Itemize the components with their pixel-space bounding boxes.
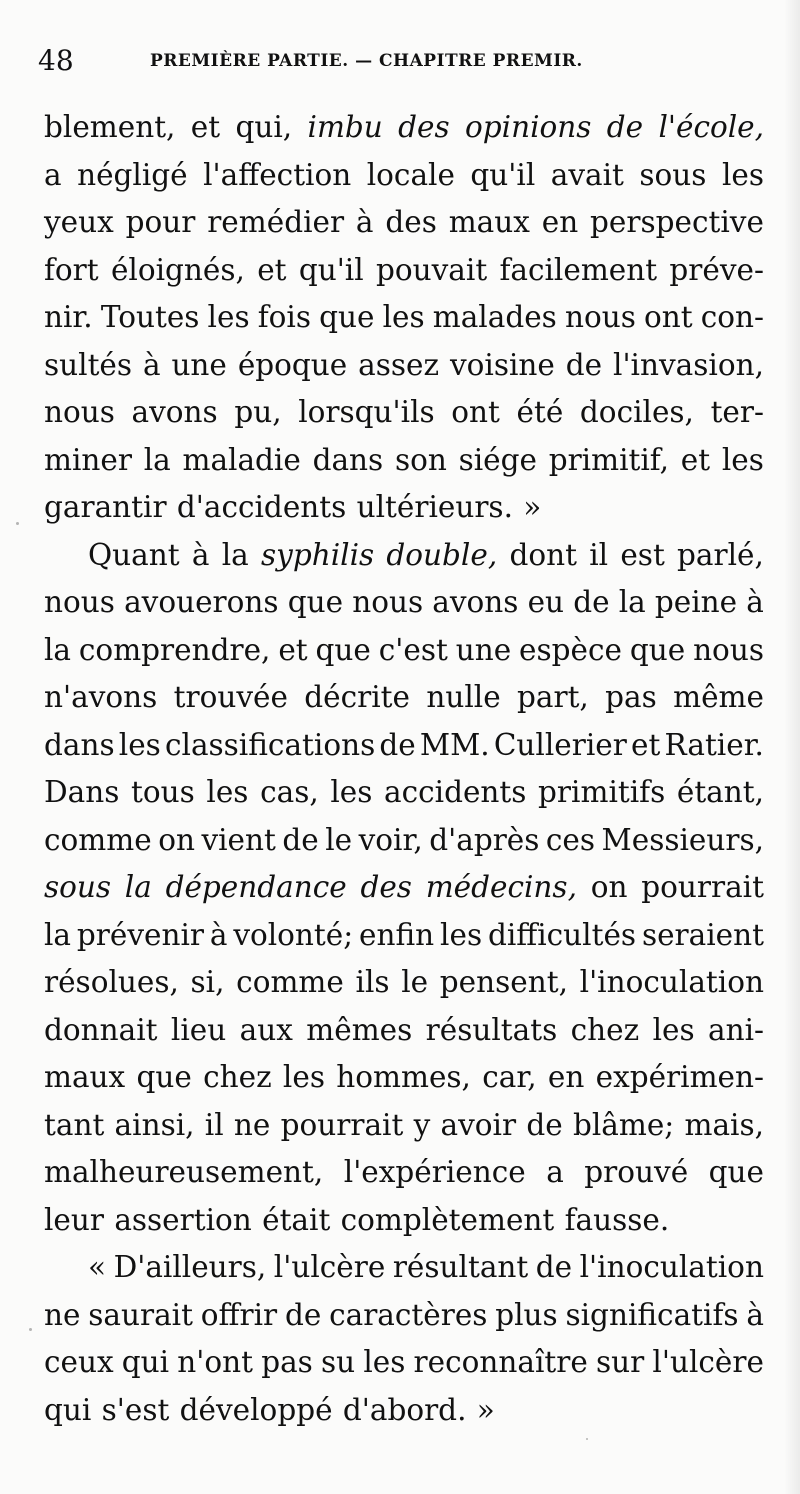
word: le: [325, 822, 353, 857]
word: que: [629, 632, 686, 667]
text-line: [44, 722, 764, 770]
word: les: [382, 300, 425, 334]
word: classifications: [164, 727, 376, 762]
word: ne: [44, 1297, 81, 1332]
word: la: [143, 442, 171, 477]
word: fois: [257, 300, 311, 334]
word: décrite: [304, 680, 410, 714]
word: assertion: [114, 1202, 252, 1237]
word: Dans: [44, 775, 120, 809]
word: étant,: [676, 775, 764, 809]
word: ani-: [708, 1012, 764, 1047]
word: à: [746, 585, 764, 619]
word: les: [652, 1012, 695, 1047]
word: et: [630, 727, 661, 762]
word: médecins,: [425, 870, 577, 904]
word: difficultés: [487, 917, 637, 952]
word: nous: [352, 585, 424, 619]
word: été: [516, 395, 564, 429]
word: de: [282, 822, 319, 857]
text-line: [44, 864, 764, 912]
word: qu'il: [470, 157, 536, 192]
word: nous: [693, 632, 764, 667]
word: une: [455, 632, 512, 667]
word: dépendance: [165, 870, 347, 904]
word: des: [398, 110, 450, 144]
word: nir.: [44, 300, 93, 334]
word: tant: [44, 1107, 105, 1142]
word: à: [209, 917, 228, 952]
text-line: [44, 1007, 764, 1055]
text-line: [44, 152, 764, 200]
word: développé: [179, 1392, 333, 1427]
word: D'ailleurs,: [113, 1250, 267, 1284]
text-line: [44, 1102, 764, 1150]
word: siége: [458, 442, 537, 477]
word: l'école,: [658, 110, 764, 144]
word: remédier: [207, 205, 345, 239]
word: caractères: [329, 1297, 488, 1332]
word: les: [440, 917, 483, 952]
word: mais,: [684, 1107, 764, 1142]
word: ceux: [44, 1345, 114, 1379]
word: malades: [432, 300, 557, 334]
word: d'accidents: [176, 490, 347, 524]
word: qui,: [235, 110, 293, 144]
word: les: [721, 442, 764, 477]
word: MM.: [419, 727, 490, 762]
word: l'expérience: [343, 1155, 526, 1189]
word: s'est: [101, 1392, 170, 1427]
word: des: [360, 870, 412, 904]
word: lorsqu'ils: [298, 395, 435, 429]
word: sultés: [44, 347, 133, 382]
word: était: [262, 1202, 331, 1237]
word: avouerons: [124, 585, 279, 619]
word: voir,: [358, 822, 423, 857]
word: volonté;: [233, 917, 354, 952]
word: pensent,: [439, 965, 568, 999]
text-line: [44, 1387, 764, 1435]
word: ultérieurs.: [356, 490, 513, 524]
page-number: 48: [38, 44, 74, 77]
print-speck: [16, 522, 19, 525]
word: l'ulcère: [273, 1250, 386, 1284]
word: c'est: [378, 632, 448, 667]
word: con-: [700, 300, 764, 334]
word: ainsi,: [114, 1107, 195, 1142]
word: ont: [451, 395, 500, 429]
word: la: [618, 585, 646, 619]
word: pour: [125, 205, 196, 239]
word: et: [190, 110, 221, 144]
word: locale: [366, 157, 455, 192]
word: éloignés,: [110, 252, 245, 287]
text-line: [44, 674, 764, 722]
word: qu'il: [298, 252, 364, 287]
word: fausse.: [564, 1202, 670, 1237]
word: les: [282, 1060, 325, 1094]
word: les: [118, 727, 161, 762]
word: offrir: [200, 1297, 278, 1332]
word: chez: [203, 1060, 272, 1094]
word: de: [284, 1297, 322, 1332]
word: primitifs: [538, 775, 666, 809]
word: garantir: [44, 490, 167, 524]
word: si,: [190, 965, 225, 999]
word: fort: [44, 252, 99, 287]
word: négligé: [77, 157, 188, 192]
word: n'ont: [177, 1345, 254, 1379]
word: blement,: [44, 110, 176, 144]
word: la: [44, 917, 72, 952]
word: yeux: [44, 205, 114, 239]
word: opinions: [464, 110, 592, 144]
text-line: [44, 579, 764, 627]
word: trouvée: [173, 680, 288, 714]
word: dans: [44, 727, 115, 762]
word: espèce: [519, 632, 622, 667]
text-line: [44, 389, 764, 437]
word: des: [385, 205, 437, 239]
word: prévenir: [76, 917, 204, 952]
word: comprendre,: [78, 632, 271, 667]
word: l'inoculation: [579, 965, 764, 999]
word: su: [321, 1345, 356, 1379]
text-line: [44, 199, 764, 247]
word: de: [379, 727, 416, 762]
word: de: [535, 1250, 573, 1284]
word: d'après: [429, 822, 540, 857]
word: que: [136, 1060, 192, 1094]
word: et: [278, 632, 308, 667]
text-line: [44, 484, 764, 532]
word: saurait: [88, 1297, 193, 1332]
word: ils: [355, 965, 390, 999]
word: »: [523, 490, 542, 524]
word: avait: [550, 157, 624, 192]
word: «: [88, 1250, 107, 1284]
word: dans: [312, 442, 384, 477]
word: d'abord.: [342, 1392, 467, 1427]
word: de: [573, 585, 610, 619]
text-line: [44, 1339, 764, 1387]
text-line: [44, 627, 764, 675]
word: sous: [44, 870, 112, 904]
word: Cullerier: [493, 727, 627, 762]
page-edge-shadow: [784, 0, 800, 1494]
word: la: [221, 537, 249, 572]
word: sur: [595, 1345, 645, 1379]
word: de: [526, 1107, 563, 1142]
word: pas: [261, 1345, 313, 1379]
word: que: [708, 1155, 764, 1189]
word: avoir: [440, 1107, 517, 1142]
word: maladie: [182, 442, 301, 477]
word: Quant: [88, 537, 180, 572]
text-line: [44, 294, 764, 342]
word: maux: [44, 1060, 126, 1094]
word: résultats: [425, 1012, 558, 1047]
word: sous: [639, 157, 707, 192]
word: pourrait: [280, 1107, 404, 1142]
word: préve-: [669, 252, 764, 287]
word: part,: [517, 680, 589, 714]
word: nulle: [426, 680, 501, 714]
word: pourrait: [641, 870, 764, 904]
word: l'inoculation: [579, 1250, 764, 1284]
word: ont: [643, 300, 693, 334]
word: mêmes: [306, 1012, 413, 1047]
text-line: [44, 769, 764, 817]
word: comme: [44, 822, 152, 857]
word: a: [44, 157, 62, 192]
word: y: [413, 1107, 431, 1142]
word: avons: [432, 585, 519, 619]
word: vient: [201, 822, 276, 857]
word: son: [394, 442, 447, 477]
word: imbu: [307, 110, 383, 144]
word: la: [44, 632, 72, 667]
page-body: [44, 104, 764, 1434]
text-line: [44, 247, 764, 295]
word: qui: [121, 1345, 170, 1379]
word: et: [680, 442, 711, 477]
word: avons: [131, 395, 218, 429]
word: ne: [233, 1107, 271, 1142]
text-line: [44, 817, 764, 865]
word: en: [547, 1060, 585, 1094]
word: de: [565, 347, 603, 382]
word: la: [124, 870, 152, 904]
word: »: [476, 1392, 495, 1427]
word: à: [746, 1297, 764, 1332]
word: on: [590, 870, 628, 904]
text-line: [44, 104, 764, 152]
word: prouvé: [584, 1155, 689, 1189]
text-line: [44, 532, 764, 580]
word: parlé,: [677, 537, 764, 572]
word: car,: [482, 1060, 537, 1094]
word: dociles,: [579, 395, 694, 429]
text-line: [44, 1054, 764, 1102]
word: les: [330, 775, 373, 809]
text-line: [44, 1197, 764, 1245]
word: l'invasion,: [613, 347, 764, 382]
word: de: [606, 110, 644, 144]
text-line: [44, 912, 764, 960]
word: cas,: [260, 775, 319, 809]
word: nous: [44, 585, 115, 619]
running-head: PREMIÈRE PARTIE. — CHAPITRE PREMIR.: [150, 51, 583, 71]
text-line: [44, 1244, 764, 1292]
word: a: [546, 1155, 564, 1189]
word: une: [171, 347, 227, 382]
word: reconnaître: [413, 1345, 588, 1379]
word: il: [589, 537, 609, 572]
word: pouvait: [375, 252, 488, 287]
word: perspective: [590, 205, 764, 239]
word: plus: [495, 1297, 558, 1332]
text-line: [44, 342, 764, 390]
word: peine: [654, 585, 738, 619]
print-speck: [29, 1328, 32, 1331]
word: pas: [605, 680, 657, 714]
word: époque: [237, 347, 348, 382]
word: Messieurs,: [601, 822, 764, 857]
word: maux: [448, 205, 530, 239]
word: seraient: [641, 917, 764, 952]
word: on: [158, 822, 195, 857]
word: facilement: [499, 252, 658, 287]
word: chez: [570, 1012, 640, 1047]
word: blâme;: [572, 1107, 675, 1142]
word: lieu: [170, 1012, 227, 1047]
word: l'ulcère: [652, 1345, 764, 1379]
word: nous: [564, 300, 636, 334]
word: hommes,: [336, 1060, 471, 1094]
word: résolues,: [44, 965, 179, 999]
text-line: [44, 437, 764, 485]
word: à: [191, 537, 210, 572]
word: double,: [386, 537, 498, 572]
word: les: [207, 300, 250, 334]
word: Ratier.: [664, 727, 764, 762]
word: que: [319, 300, 375, 334]
word: nous: [44, 395, 115, 429]
word: dont: [509, 537, 577, 572]
word: assez: [358, 347, 440, 382]
word: résultant: [392, 1250, 529, 1284]
word: qui: [44, 1392, 92, 1427]
word: que: [287, 585, 344, 619]
word: pu,: [234, 395, 282, 429]
word: l'affection: [203, 157, 352, 192]
word: il: [204, 1107, 224, 1142]
word: miner: [44, 442, 132, 477]
text-line: [44, 959, 764, 1007]
word: même: [673, 680, 764, 714]
word: en: [541, 205, 579, 239]
word: Toutes: [100, 300, 200, 334]
word: significatifs: [565, 1297, 739, 1332]
word: primitif,: [548, 442, 670, 477]
word: les: [721, 157, 764, 192]
word: aux: [239, 1012, 293, 1047]
word: voisine: [449, 347, 555, 382]
word: n'avons: [44, 680, 158, 714]
word: les: [206, 775, 249, 809]
word: à: [355, 205, 374, 239]
word: donnait: [44, 1012, 158, 1047]
word: accidents: [384, 775, 527, 809]
word: tous: [131, 775, 195, 809]
text-line: [44, 1149, 764, 1197]
word: et: [257, 252, 287, 287]
page-header: [38, 44, 768, 78]
word: malheureusement,: [44, 1155, 324, 1189]
word: leur: [44, 1202, 104, 1237]
text-line: [44, 1292, 764, 1340]
word: ces: [545, 822, 596, 857]
word: enfin: [359, 917, 435, 952]
word: à: [142, 347, 161, 382]
word: le: [401, 965, 429, 999]
word: ter-: [710, 395, 764, 429]
word: complètement: [340, 1202, 555, 1237]
word: expérimen-: [595, 1060, 764, 1094]
print-speck: [586, 1438, 588, 1440]
word: les: [363, 1345, 406, 1379]
word: que: [315, 632, 371, 667]
word: syphilis: [261, 537, 375, 572]
word: comme: [236, 965, 344, 999]
word: eu: [527, 585, 565, 619]
word: est: [620, 537, 665, 572]
